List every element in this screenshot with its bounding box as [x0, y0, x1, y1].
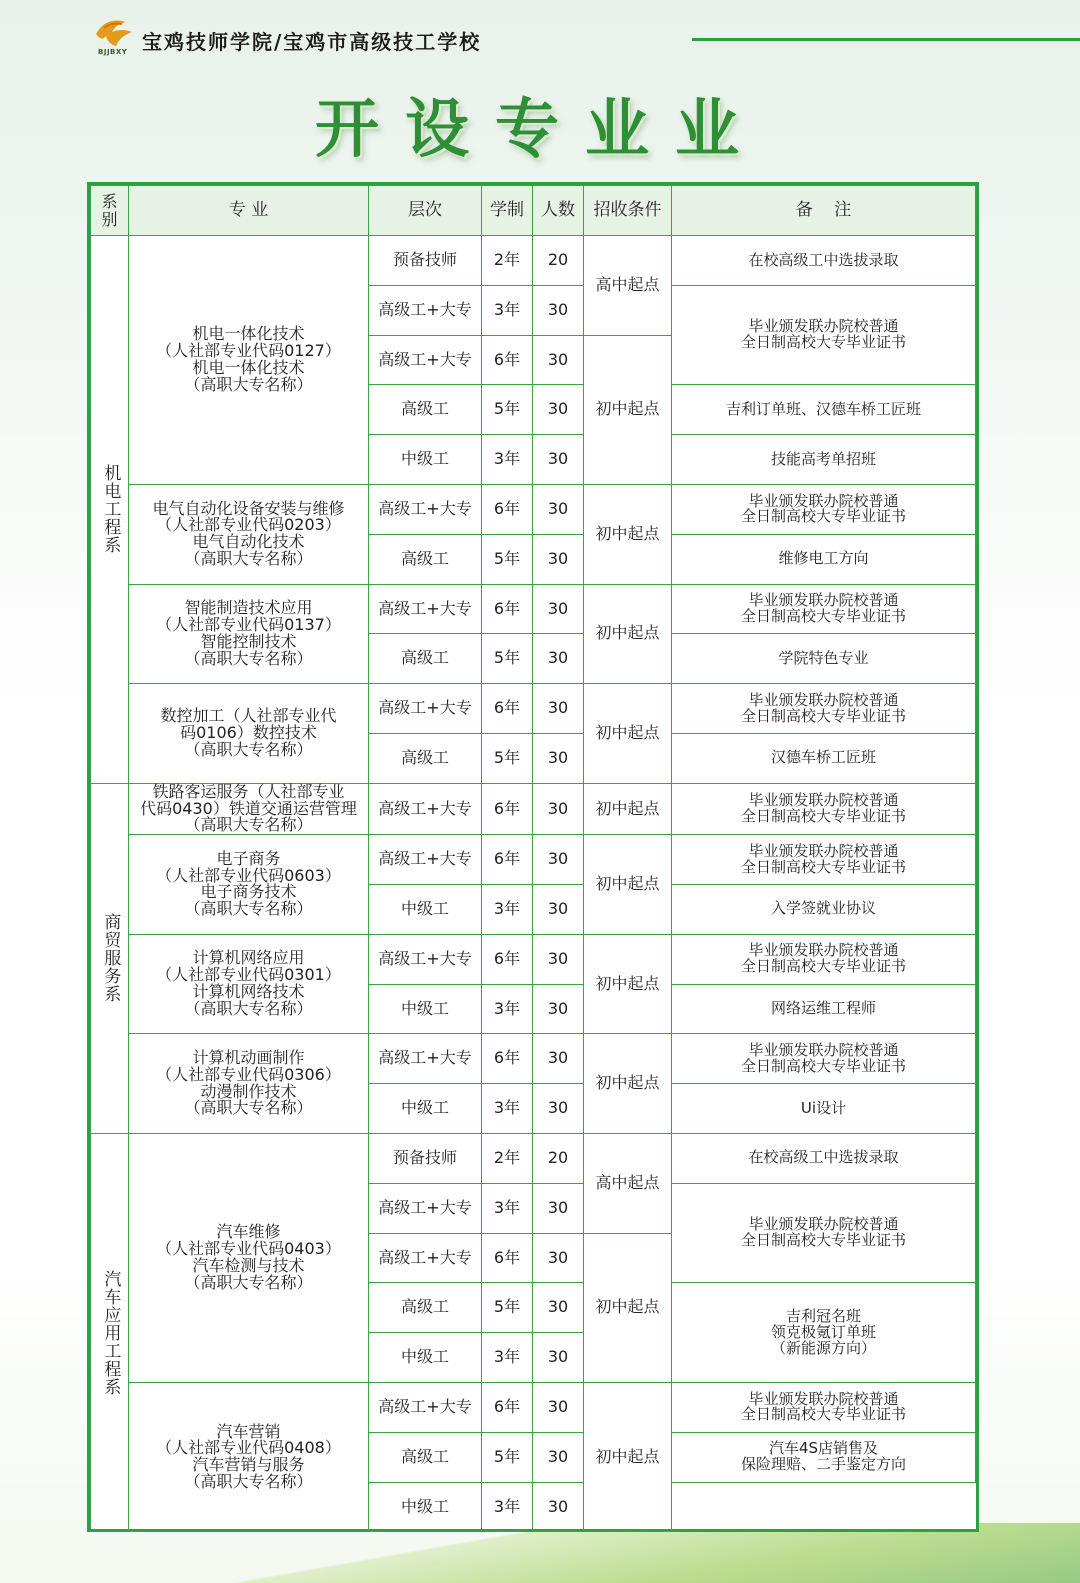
cell-line: 动漫制作技术 — [200, 1081, 297, 1101]
count-cell: 30 — [533, 934, 584, 984]
years-cell: 3年 — [482, 984, 533, 1034]
level-cell: 高级工+大专 — [369, 684, 482, 734]
count-cell: 30 — [533, 984, 584, 1034]
cell-line: 全日制高校大专毕业证书 — [740, 333, 906, 352]
cell-line: 保险理赔、二手鉴定方向 — [740, 1455, 906, 1474]
count-cell: 30 — [533, 783, 584, 834]
cell-line: 电子商务技术 — [200, 882, 297, 902]
cell-line: 毕业颁发联办院校普通 — [748, 1215, 899, 1234]
cell-line: （高职大专名称） — [184, 998, 313, 1018]
major-cell — [129, 1382, 369, 1531]
page-title: 开设专业业 — [315, 92, 765, 167]
cell-line: 全日制高校大专毕业证书 — [740, 606, 906, 625]
cell-line: 计算机动画制作 — [192, 1048, 305, 1068]
cell-line: （人社部专业代码0301） — [156, 965, 341, 985]
condition-cell: 初中起点 — [584, 835, 672, 935]
note-cell: 网络运维工程师 — [672, 984, 976, 1034]
department-cell: 汽车应用工程系 — [91, 1133, 129, 1531]
cell-line: 全日制高校大专毕业证书 — [740, 507, 906, 526]
majors-table-container — [87, 182, 979, 1532]
table-body — [91, 236, 976, 1532]
cell-line: （人社部专业代码0127） — [156, 341, 341, 361]
header-dept: 系 别 — [91, 186, 129, 236]
cell-line: 汽车检测与技术 — [192, 1255, 305, 1275]
years-cell: 6年 — [482, 484, 533, 534]
cell-line: 机电一体化技术 — [192, 357, 305, 377]
cell-line: 智能控制技术 — [200, 631, 297, 651]
major-cell — [129, 1034, 369, 1134]
years-cell: 6年 — [482, 684, 533, 734]
level-cell: 高级工+大专 — [369, 835, 482, 885]
school-name: 宝鸡技师学院/宝鸡市高级技工学校 — [142, 30, 482, 54]
years-cell: 3年 — [482, 1183, 533, 1233]
cell-line: 全日制高校大专毕业证书 — [740, 806, 906, 825]
years-cell: 3年 — [482, 1333, 533, 1383]
years-cell: 3年 — [482, 1482, 533, 1532]
header-level: 层次 — [369, 186, 482, 236]
condition-cell: 初中起点 — [584, 934, 672, 1034]
cell-line: 码0106）数控技术 — [180, 723, 317, 743]
level-cell: 高级工+大专 — [369, 1382, 482, 1432]
table-row — [91, 1133, 976, 1183]
count-cell: 30 — [533, 484, 584, 534]
years-cell: 5年 — [482, 534, 533, 584]
years-cell: 3年 — [482, 435, 533, 485]
cell-line: 毕业颁发联办院校普通 — [748, 1040, 899, 1059]
cell-line: （新能源方向） — [770, 1338, 876, 1357]
level-cell: 高级工 — [369, 733, 482, 783]
years-cell: 6年 — [482, 584, 533, 634]
logo-text: BJJBXY — [98, 48, 128, 56]
table-row — [91, 484, 976, 534]
count-cell: 30 — [533, 285, 584, 335]
department-cell: 商贸服务系 — [91, 783, 129, 1133]
cell-line: 电气自动化设备安装与维修 — [152, 498, 345, 518]
note-cell — [672, 584, 976, 634]
level-cell: 高级工 — [369, 534, 482, 584]
note-cell: Ui设计 — [672, 1084, 976, 1134]
count-cell: 30 — [533, 1333, 584, 1383]
cell-line: 全日制高校大专毕业证书 — [740, 857, 906, 876]
level-cell: 高级工 — [369, 634, 482, 684]
level-cell: 高级工+大专 — [369, 934, 482, 984]
cell-line: 电气自动化技术 — [192, 532, 305, 552]
note-cell: 汉德车桥工匠班 — [672, 733, 976, 783]
years-cell: 3年 — [482, 1084, 533, 1134]
level-cell: 高级工+大专 — [369, 285, 482, 335]
cell-line: 全日制高校大专毕业证书 — [740, 706, 906, 725]
years-cell: 5年 — [482, 1283, 533, 1333]
condition-cell: 初中起点 — [584, 684, 672, 784]
majors-table — [90, 185, 976, 1532]
cell-line: （高职大专名称） — [184, 815, 313, 835]
condition-cell: 高中起点 — [584, 1133, 672, 1233]
level-cell: 预备技师 — [369, 236, 482, 286]
level-cell: 高级工 — [369, 1283, 482, 1333]
level-cell: 高级工+大专 — [369, 335, 482, 385]
level-cell: 高级工+大专 — [369, 783, 482, 834]
cell-line: 汽车4S店销售及 — [768, 1439, 879, 1458]
condition-cell: 初中起点 — [584, 1034, 672, 1134]
count-cell: 30 — [533, 733, 584, 783]
level-cell: 高级工+大专 — [369, 1034, 482, 1084]
level-cell: 高级工+大专 — [369, 1233, 482, 1283]
years-cell: 2年 — [482, 236, 533, 286]
cell-line: 毕业颁发联办院校普通 — [748, 690, 899, 709]
cell-line: 计算机网络应用 — [192, 948, 305, 968]
table-header-row — [91, 186, 976, 236]
major-cell — [129, 934, 369, 1034]
years-cell: 3年 — [482, 884, 533, 934]
cell-line: 汽车营销 — [216, 1421, 281, 1441]
note-cell: 在校高级工中选拔录取 — [672, 236, 976, 286]
note-cell — [672, 684, 976, 734]
major-cell — [129, 835, 369, 935]
header-divider — [692, 38, 1080, 41]
cell-line: 全日制高校大专毕业证书 — [740, 957, 906, 976]
count-cell: 30 — [533, 1233, 584, 1283]
count-cell: 30 — [533, 634, 584, 684]
header-years: 学制 — [482, 186, 533, 236]
note-cell: 吉利订单班、汉德车桥工匠班 — [672, 385, 976, 435]
years-cell: 5年 — [482, 634, 533, 684]
cell-line: 领克极氪订单班 — [770, 1322, 876, 1341]
condition-cell: 初中起点 — [584, 783, 672, 834]
years-cell: 6年 — [482, 1382, 533, 1432]
level-cell: 中级工 — [369, 435, 482, 485]
note-cell — [672, 285, 976, 385]
note-cell: 入学签就业协议 — [672, 884, 976, 934]
cell-line: 毕业颁发联办院校普通 — [748, 941, 899, 960]
header-count: 人数 — [533, 186, 584, 236]
cell-line: （人社部专业代码0403） — [156, 1239, 341, 1259]
note-cell — [672, 783, 976, 834]
note-cell — [672, 835, 976, 885]
years-cell: 2年 — [482, 1133, 533, 1183]
years-cell: 6年 — [482, 1034, 533, 1084]
cell-line: 代码0430）铁道交通运营管理 — [140, 798, 357, 818]
cell-line: 毕业颁发联办院校普通 — [748, 1389, 899, 1408]
note-cell: 维修电工方向 — [672, 534, 976, 584]
table-row — [91, 236, 976, 286]
cell-line: 汽车营销与服务 — [192, 1455, 305, 1475]
table-row — [91, 1034, 976, 1084]
years-cell: 3年 — [482, 285, 533, 335]
cell-line: （高职大专名称） — [184, 374, 313, 394]
note-cell: 技能高考单招班 — [672, 435, 976, 485]
count-cell: 30 — [533, 1382, 584, 1432]
cell-line: （高职大专名称） — [184, 1272, 313, 1292]
major-cell — [129, 1133, 369, 1382]
cell-line: （高职大专名称） — [184, 1098, 313, 1118]
cell-line: 汽车维修 — [216, 1222, 281, 1242]
department-cell: 机电工程系 — [91, 236, 129, 784]
cell-line: （人社部专业代码0306） — [156, 1064, 341, 1084]
major-cell — [129, 484, 369, 584]
cell-line: （高职大专名称） — [184, 739, 313, 759]
years-cell: 5年 — [482, 385, 533, 435]
note-cell — [672, 934, 976, 984]
cell-line: 毕业颁发联办院校普通 — [748, 317, 899, 336]
condition-cell: 初中起点 — [584, 484, 672, 584]
header-major: 专 业 — [129, 186, 369, 236]
table-row — [91, 684, 976, 734]
count-cell: 30 — [533, 1034, 584, 1084]
years-cell: 6年 — [482, 1233, 533, 1283]
cell-line: 铁路客运服务（人社部专业 — [152, 781, 345, 801]
cell-line: （高职大专名称） — [184, 549, 313, 569]
cell-line: （人社部专业代码0203） — [156, 515, 341, 535]
count-cell: 30 — [533, 1432, 584, 1482]
level-cell: 高级工+大专 — [369, 584, 482, 634]
cell-line: 机电一体化技术 — [192, 324, 305, 344]
cell-line: 全日制高校大专毕业证书 — [740, 1231, 906, 1250]
count-cell: 20 — [533, 236, 584, 286]
header-condition: 招收条件 — [584, 186, 672, 236]
cell-line: （高职大专名称） — [184, 1471, 313, 1491]
note-cell — [672, 1183, 976, 1283]
cell-line: 全日制高校大专毕业证书 — [740, 1405, 906, 1424]
note-cell — [672, 1283, 976, 1383]
count-cell: 30 — [533, 1482, 584, 1532]
years-cell: 5年 — [482, 733, 533, 783]
count-cell: 30 — [533, 335, 584, 385]
major-cell — [129, 684, 369, 784]
note-cell: 在校高级工中选拔录取 — [672, 1133, 976, 1183]
table-row — [91, 1382, 976, 1432]
cell-line: （人社部专业代码0137） — [156, 615, 341, 635]
cell-line: （高职大专名称） — [184, 648, 313, 668]
table-row — [91, 584, 976, 634]
count-cell: 20 — [533, 1133, 584, 1183]
table-row — [91, 934, 976, 984]
count-cell: 30 — [533, 1084, 584, 1134]
count-cell: 30 — [533, 884, 584, 934]
count-cell: 30 — [533, 534, 584, 584]
count-cell: 30 — [533, 1283, 584, 1333]
years-cell: 6年 — [482, 783, 533, 834]
cell-line: 吉利冠名班 — [785, 1307, 861, 1325]
cell-line: 全日制高校大专毕业证书 — [740, 1056, 906, 1075]
condition-cell: 初中起点 — [584, 584, 672, 684]
cell-line: 毕业颁发联办院校普通 — [748, 841, 899, 860]
note-cell: 学院特色专业 — [672, 634, 976, 684]
years-cell: 6年 — [482, 835, 533, 885]
table-row — [91, 835, 976, 885]
major-cell — [129, 783, 369, 834]
count-cell: 30 — [533, 584, 584, 634]
condition-cell: 初中起点 — [584, 1382, 672, 1531]
level-cell: 高级工 — [369, 385, 482, 435]
note-cell — [672, 1034, 976, 1084]
cell-line: 智能制造技术应用 — [184, 598, 313, 618]
level-cell: 高级工 — [369, 1432, 482, 1482]
note-cell — [672, 484, 976, 534]
cell-line: （人社部专业代码0603） — [156, 865, 341, 885]
level-cell: 中级工 — [369, 1084, 482, 1134]
major-cell — [129, 584, 369, 684]
table-row — [91, 783, 976, 834]
cell-line: （人社部专业代码0408） — [156, 1438, 341, 1458]
cell-line: 电子商务 — [216, 848, 281, 868]
major-cell — [129, 236, 369, 485]
years-cell: 5年 — [482, 1432, 533, 1482]
cell-line: 毕业颁发联办院校普通 — [748, 491, 899, 510]
level-cell: 中级工 — [369, 884, 482, 934]
years-cell: 6年 — [482, 934, 533, 984]
condition-cell: 初中起点 — [584, 335, 672, 484]
cell-line: 毕业颁发联办院校普通 — [748, 591, 899, 610]
level-cell: 高级工+大专 — [369, 484, 482, 534]
note-cell — [672, 1382, 976, 1432]
count-cell: 30 — [533, 385, 584, 435]
level-cell: 中级工 — [369, 984, 482, 1034]
level-cell: 中级工 — [369, 1333, 482, 1383]
count-cell: 30 — [533, 835, 584, 885]
header-note: 备 注 — [672, 186, 976, 236]
years-cell: 6年 — [482, 335, 533, 385]
count-cell: 30 — [533, 435, 584, 485]
count-cell: 30 — [533, 1183, 584, 1233]
condition-cell: 初中起点 — [584, 1233, 672, 1382]
condition-cell: 高中起点 — [584, 236, 672, 336]
cell-line: （高职大专名称） — [184, 899, 313, 919]
cell-line: 数控加工（人社部专业代 — [160, 706, 337, 726]
level-cell: 预备技师 — [369, 1133, 482, 1183]
cell-line: 计算机网络技术 — [192, 982, 305, 1002]
count-cell: 30 — [533, 684, 584, 734]
level-cell: 高级工+大专 — [369, 1183, 482, 1233]
header — [92, 14, 1080, 60]
level-cell: 中级工 — [369, 1482, 482, 1532]
note-cell — [672, 1432, 976, 1482]
cell-line: 毕业颁发联办院校普通 — [748, 791, 899, 810]
